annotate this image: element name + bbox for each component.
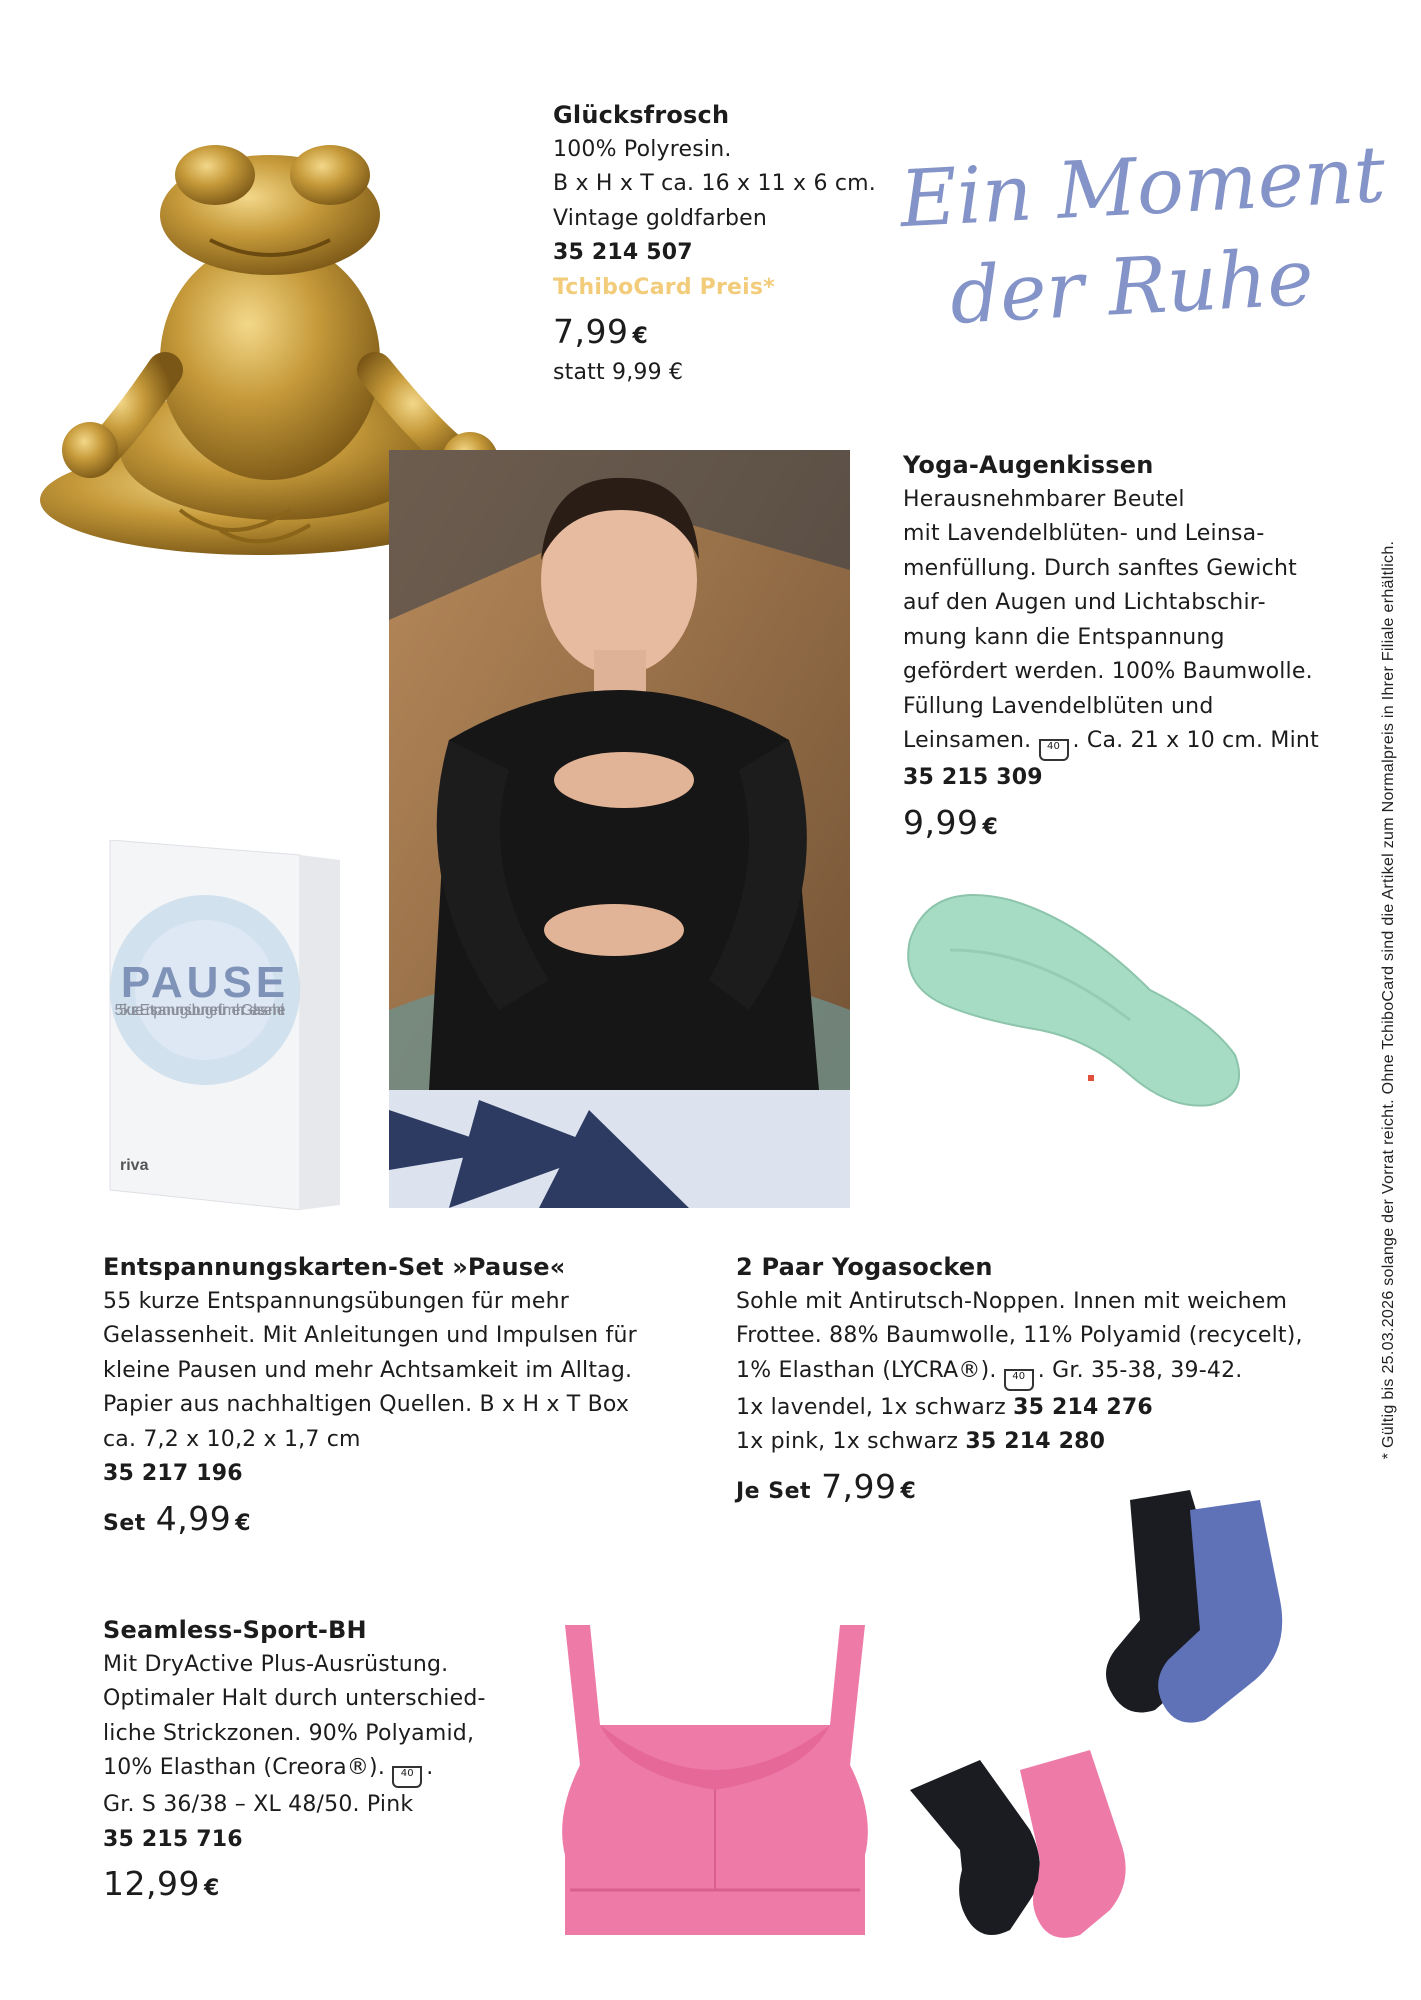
side-note-text: * Gültig bis 25.03.2026 solange der Vorrat reicht. Ohne TchiboCard sind die Artikel zum Normalpreis in Ihrer Filiale erhältlich. [1380, 540, 1397, 1460]
frog-desc-line: 100% Polyresin. [553, 136, 732, 162]
cards-price-currency: € [235, 1510, 252, 1536]
frog-promo-label: TchiboCard Preis* [553, 274, 775, 300]
socks-desc-line: Frottee. 88% Baumwolle, 11% Polyamid (recycelt), [736, 1323, 1303, 1348]
bra-desc-line: liche Strickzonen. 90% Polyamid, [103, 1720, 475, 1746]
bra-price [103, 1861, 486, 1912]
socks-variant-2-number: 35 214 280 [965, 1429, 1106, 1454]
cards-desc-line: ca. 7,2 x 10,2 x 1,7 cm [103, 1426, 361, 1452]
eye-pillow-info [903, 448, 1319, 851]
frog-desc-line: B x H x T ca. 16 x 11 x 6 cm. [553, 171, 876, 196]
socks-care-text: 1% Elasthan (LYCRA®). [736, 1357, 997, 1383]
socks-title: 2 Paar Yogasocken [736, 1253, 993, 1281]
eye-pillow-article-number: 35 215 309 [903, 765, 1043, 790]
bra-title: Seamless-Sport-BH [103, 1616, 367, 1644]
cards-desc-line: kleine Pausen und mehr Achtsamkeit im Alltag. [103, 1357, 633, 1383]
frog-price-currency: € [632, 324, 649, 349]
headline-line-1: Ein Moment [897, 129, 1388, 246]
cards-price-value: 4,99 [155, 1498, 232, 1538]
headline [897, 129, 1388, 342]
eye-pillow-size-text: . Ca. 21 x 10 cm. Mint [1072, 728, 1319, 753]
eye-pillow-desc-line: gefördert werden. 100% Baumwolle. [903, 659, 1313, 684]
sport-bra-image [545, 1615, 885, 1940]
eye-pillow-desc-line-care [903, 724, 1319, 761]
socks-variant-2-text: 1x pink, 1x schwarz [736, 1429, 959, 1454]
pause-card-box [100, 840, 345, 1210]
socks-variant-1-number: 35 214 276 [1013, 1394, 1153, 1420]
bra-price-currency: € [203, 1876, 220, 1901]
socks-variant-2 [736, 1425, 1303, 1460]
frog-info [553, 98, 876, 386]
bra-info [103, 1613, 486, 1912]
cards-info [103, 1250, 637, 1547]
headline-line-2: der Ruhe [947, 232, 1316, 342]
bra-desc-line-care [103, 1751, 486, 1788]
cards-title: Entspannungskarten-Set »Pause« [103, 1253, 566, 1281]
washing-icon: 40 [1004, 1369, 1034, 1391]
eye-pillow-price-currency: € [982, 814, 999, 840]
socks-desc-line: Sohle mit Antirutsch-Noppen. Innen mit weichem [736, 1288, 1288, 1314]
frog-article-number: 35 214 507 [553, 240, 693, 265]
socks-size-text: . Gr. 35-38, 39-42. [1037, 1357, 1243, 1383]
cards-price-label: Set [103, 1510, 146, 1536]
socks-variant-1 [736, 1391, 1303, 1426]
cards-desc-line: 55 kurze Entspannungsübungen für mehr [103, 1288, 570, 1314]
bra-desc-line: Mit DryActive Plus-Ausrüstung. [103, 1651, 449, 1677]
pause-box-publisher: riva [120, 1157, 149, 1174]
pause-box-subtitle: 55 kurze Entspannungsübungen für mehr Gelassenheit [114, 1002, 286, 1019]
bra-article-number: 35 215 716 [103, 1826, 243, 1852]
eye-pillow-desc-line: Herausnehmbarer Beutel [903, 486, 1185, 512]
cards-desc-line: Gelassenheit. Mit Anleitungen und Impulsen für [103, 1323, 637, 1348]
socks-price-value: 7,99 [821, 1466, 897, 1506]
frog-old-price: statt 9,99 € [553, 360, 684, 385]
eye-pillow-price-value: 9,99 [903, 802, 979, 842]
frog-price [553, 309, 876, 360]
eye-pillow-desc-line: auf den Augen und Lichtabschir- [903, 590, 1266, 615]
bra-price-value: 12,99 [103, 1864, 200, 1903]
eye-pillow-title: Yoga-Augenkissen [903, 451, 1154, 479]
eye-pillow-desc-line: menfüllung. Durch sanftes Gewicht [903, 555, 1297, 581]
eye-pillow-care-text: Leinsamen. [903, 728, 1032, 753]
cards-desc-line: Papier aus nachhaltigen Quellen. B x H x T Box [103, 1392, 630, 1417]
frog-title: Glücksfrosch [553, 101, 730, 129]
frog-price-value: 7,99 [553, 312, 629, 351]
socks-price-currency: € [900, 1478, 917, 1504]
bra-size-line: Gr. S 36/38 – XL 48/50. Pink [103, 1792, 414, 1817]
washing-icon: 40 [392, 1766, 422, 1788]
frog-desc-line: Vintage goldfarben [553, 205, 768, 231]
washing-icon: 40 [1039, 739, 1069, 761]
yoga-woman-photo [389, 450, 850, 1208]
yoga-socks-image [900, 1470, 1380, 1940]
eye-pillow-image [890, 870, 1270, 1120]
eye-pillow-price [903, 800, 1319, 851]
cards-article-number: 35 217 196 [103, 1461, 243, 1486]
socks-variant-1-text: 1x lavendel, 1x schwarz [736, 1394, 1006, 1420]
eye-pillow-desc-line: mung kann die Entspannung [903, 624, 1225, 650]
eye-pillow-desc-line: Füllung Lavendelblüten und [903, 693, 1214, 719]
eye-pillow-desc-line: mit Lavendelblüten- und Leinsa- [903, 521, 1265, 546]
socks-price-label: Je Set [736, 1478, 812, 1504]
bra-care-text: 10% Elasthan (Creora®). [103, 1755, 386, 1780]
bra-desc-line: Optimaler Halt durch unterschied- [103, 1686, 486, 1711]
bra-care-end: . [426, 1755, 434, 1780]
pause-box-logo: PAUSE [120, 958, 290, 1007]
cards-price [103, 1496, 637, 1547]
socks-desc-line-care [736, 1354, 1303, 1391]
